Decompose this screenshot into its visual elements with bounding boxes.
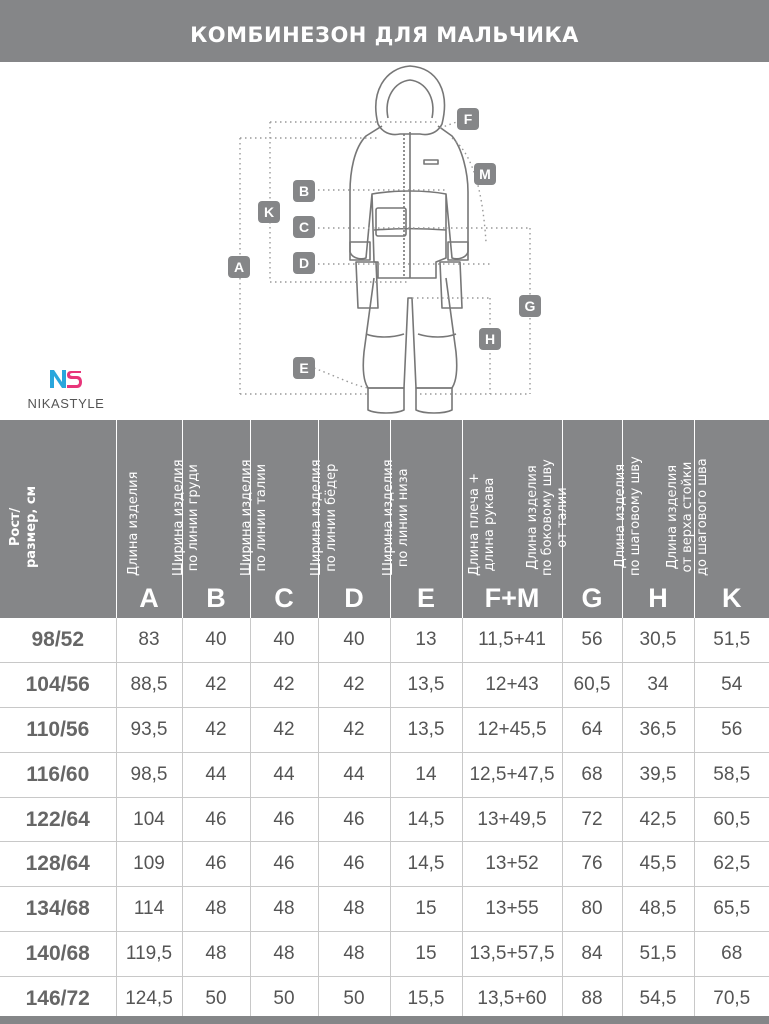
value-cell: 30,5 (622, 618, 694, 662)
header-col-e (381, 420, 462, 618)
size-cell: 104/56 (0, 662, 116, 707)
value-cell: 15 (390, 932, 462, 977)
title-bar (0, 0, 769, 62)
value-cell: 48,5 (622, 887, 694, 932)
value-cell: 42 (182, 707, 250, 752)
value-cell: 48 (250, 887, 318, 932)
value-cell: 88 (562, 977, 622, 1022)
header-size-line: размер, см (23, 485, 39, 568)
value-cell: 48 (250, 932, 318, 977)
table-row (0, 887, 769, 932)
table-row (0, 932, 769, 977)
table-body (0, 618, 769, 1022)
label-h: H (484, 331, 496, 347)
value-cell: 51,5 (622, 932, 694, 977)
value-cell: 48 (182, 887, 250, 932)
label-badge-f (457, 108, 479, 130)
value-cell: 42,5 (622, 797, 694, 842)
value-cell: 36,5 (622, 707, 694, 752)
table-row (0, 797, 769, 842)
label-badge-h (479, 328, 501, 350)
size-cell: 98/52 (0, 618, 116, 662)
value-cell: 11,5+41 (462, 618, 562, 662)
label-d: D (298, 255, 310, 271)
label-badge-c (293, 216, 315, 238)
value-cell: 40 (182, 618, 250, 662)
label-e: E (299, 360, 309, 376)
value-cell: 83 (116, 618, 182, 662)
value-cell: 15 (390, 887, 462, 932)
header-col-k (664, 420, 769, 618)
header-text: Ширина изделия (171, 459, 186, 576)
value-cell: 64 (562, 707, 622, 752)
value-cell: 65,5 (694, 887, 769, 932)
header-letter: C (274, 583, 294, 613)
header-col-d (309, 420, 390, 618)
value-cell: 14 (390, 752, 462, 797)
header-letter: A (139, 583, 159, 613)
label-g: G (524, 298, 536, 314)
table-row (0, 842, 769, 887)
right-boot (416, 388, 452, 413)
header-col-c (239, 420, 318, 618)
header-text: Длина изделия (613, 463, 628, 569)
table-row (0, 618, 769, 662)
header-text: Ширина изделия (309, 459, 324, 576)
page-title: КОМБИНЕЗОН ДЛЯ МАЛЬЧИКА (190, 23, 579, 47)
table-row (0, 752, 769, 797)
header-letter: F+M (484, 583, 540, 613)
table-row (0, 707, 769, 752)
label-badge-g (519, 295, 541, 317)
header-text: Длина изделия (126, 471, 141, 576)
value-cell: 54 (694, 662, 769, 707)
label-badge-m (474, 163, 496, 185)
brand-logo (16, 368, 116, 411)
header-text: по линии груди (186, 464, 201, 572)
label-m: M (479, 166, 491, 182)
value-cell: 119,5 (116, 932, 182, 977)
value-cell: 44 (182, 752, 250, 797)
header-text: по шаговому шву (628, 456, 643, 576)
value-cell: 13 (390, 618, 462, 662)
label-k: K (263, 204, 275, 220)
value-cell: 124,5 (116, 977, 182, 1022)
size-cell: 128/64 (0, 842, 116, 887)
value-cell: 12+43 (462, 662, 562, 707)
value-cell: 12,5+47,5 (462, 752, 562, 797)
header-text: Ширина изделия (381, 459, 396, 576)
value-cell: 39,5 (622, 752, 694, 797)
right-mitten (440, 262, 462, 308)
size-cell: 110/56 (0, 707, 116, 752)
value-cell: 14,5 (390, 842, 462, 887)
value-cell: 13+55 (462, 887, 562, 932)
size-cell: 122/64 (0, 797, 116, 842)
value-cell: 12+45,5 (462, 707, 562, 752)
value-cell: 48 (318, 932, 390, 977)
label-f: F (463, 111, 473, 127)
value-cell: 13,5 (390, 662, 462, 707)
hood-inner (387, 80, 433, 118)
label-c: C (298, 219, 310, 235)
value-cell: 72 (562, 797, 622, 842)
value-cell: 40 (318, 618, 390, 662)
left-mitten (356, 262, 378, 308)
value-cell: 50 (318, 977, 390, 1022)
value-cell: 62,5 (694, 842, 769, 887)
header-letter: G (581, 583, 603, 613)
label-badge-e (293, 357, 315, 379)
value-cell: 56 (694, 707, 769, 752)
label-b: B (298, 183, 310, 199)
label-badge-k (258, 201, 280, 223)
table-row (0, 977, 769, 1022)
header-size (0, 420, 116, 618)
value-cell: 46 (182, 797, 250, 842)
value-cell: 70,5 (694, 977, 769, 1022)
label-a: A (233, 259, 245, 275)
size-cell: 116/60 (0, 752, 116, 797)
value-cell: 42 (182, 662, 250, 707)
value-cell: 34 (622, 662, 694, 707)
value-cell: 13,5+57,5 (462, 932, 562, 977)
value-cell: 15,5 (390, 977, 462, 1022)
value-cell: 13,5 (390, 707, 462, 752)
value-cell: 68 (694, 932, 769, 977)
value-cell: 50 (250, 977, 318, 1022)
value-cell: 46 (250, 842, 318, 887)
label-badge-a (228, 256, 250, 278)
value-cell: 50 (182, 977, 250, 1022)
table-row (0, 662, 769, 707)
header-text: Длина плеча + (467, 473, 482, 576)
value-cell: 109 (116, 842, 182, 887)
brand-logo-icon (48, 368, 84, 390)
value-cell: 13,5+60 (462, 977, 562, 1022)
value-cell: 93,5 (116, 707, 182, 752)
header-text: по боковому шву (540, 459, 555, 576)
value-cell: 13+52 (462, 842, 562, 887)
value-cell: 14,5 (390, 797, 462, 842)
value-cell: 84 (562, 932, 622, 977)
value-cell: 44 (250, 752, 318, 797)
header-text: от талии (555, 487, 570, 548)
value-cell: 80 (562, 887, 622, 932)
value-cell: 114 (116, 887, 182, 932)
header-letter: D (344, 583, 364, 613)
header-text: по линии талии (254, 463, 269, 572)
header-text: по линии низа (396, 468, 411, 568)
value-cell: 42 (250, 707, 318, 752)
value-cell: 42 (318, 662, 390, 707)
size-cell: 140/68 (0, 932, 116, 977)
value-cell: 104 (116, 797, 182, 842)
value-cell: 51,5 (694, 618, 769, 662)
bottom-bar (0, 1016, 769, 1024)
brand-name: NIKASTYLE (27, 396, 105, 411)
header-text: от верха стойки (679, 461, 695, 573)
header-text: по линии бёдер (324, 463, 339, 572)
value-cell: 60,5 (694, 797, 769, 842)
value-cell: 58,5 (694, 752, 769, 797)
header-text: Длина изделия (525, 465, 540, 570)
value-cell: 13+49,5 (462, 797, 562, 842)
hood-outline (376, 66, 445, 135)
size-cell: 146/72 (0, 977, 116, 1022)
header-size-line: Рост/ (7, 507, 23, 547)
value-cell: 42 (318, 707, 390, 752)
value-cell: 88,5 (116, 662, 182, 707)
value-cell: 48 (318, 887, 390, 932)
label-badge-b (293, 180, 315, 202)
header-letter: E (416, 583, 435, 613)
size-table (0, 420, 769, 1022)
value-cell: 46 (250, 797, 318, 842)
value-cell: 46 (182, 842, 250, 887)
chest-pocket (376, 208, 406, 236)
value-cell: 46 (318, 797, 390, 842)
value-cell: 45,5 (622, 842, 694, 887)
size-cell: 134/68 (0, 887, 116, 932)
garment-diagram (0, 62, 769, 418)
value-cell: 68 (562, 752, 622, 797)
header-letter: B (206, 583, 226, 613)
value-cell: 60,5 (562, 662, 622, 707)
value-cell: 56 (562, 618, 622, 662)
value-cell: 76 (562, 842, 622, 887)
header-text: Длина изделия (664, 464, 680, 570)
value-cell: 54,5 (622, 977, 694, 1022)
body-outline (350, 126, 468, 278)
value-cell: 44 (318, 752, 390, 797)
left-boot (368, 388, 404, 413)
table-header-row (0, 420, 769, 618)
header-letter: H (648, 583, 668, 613)
value-cell: 98,5 (116, 752, 182, 797)
header-text: Ширина изделия (239, 459, 254, 576)
value-cell: 48 (182, 932, 250, 977)
header-letter: K (722, 583, 742, 613)
header-text: длина рукава (482, 477, 497, 572)
value-cell: 46 (318, 842, 390, 887)
header-text: до шагового шва (694, 458, 710, 576)
value-cell: 40 (250, 618, 318, 662)
value-cell: 42 (250, 662, 318, 707)
label-badge-d (293, 252, 315, 274)
